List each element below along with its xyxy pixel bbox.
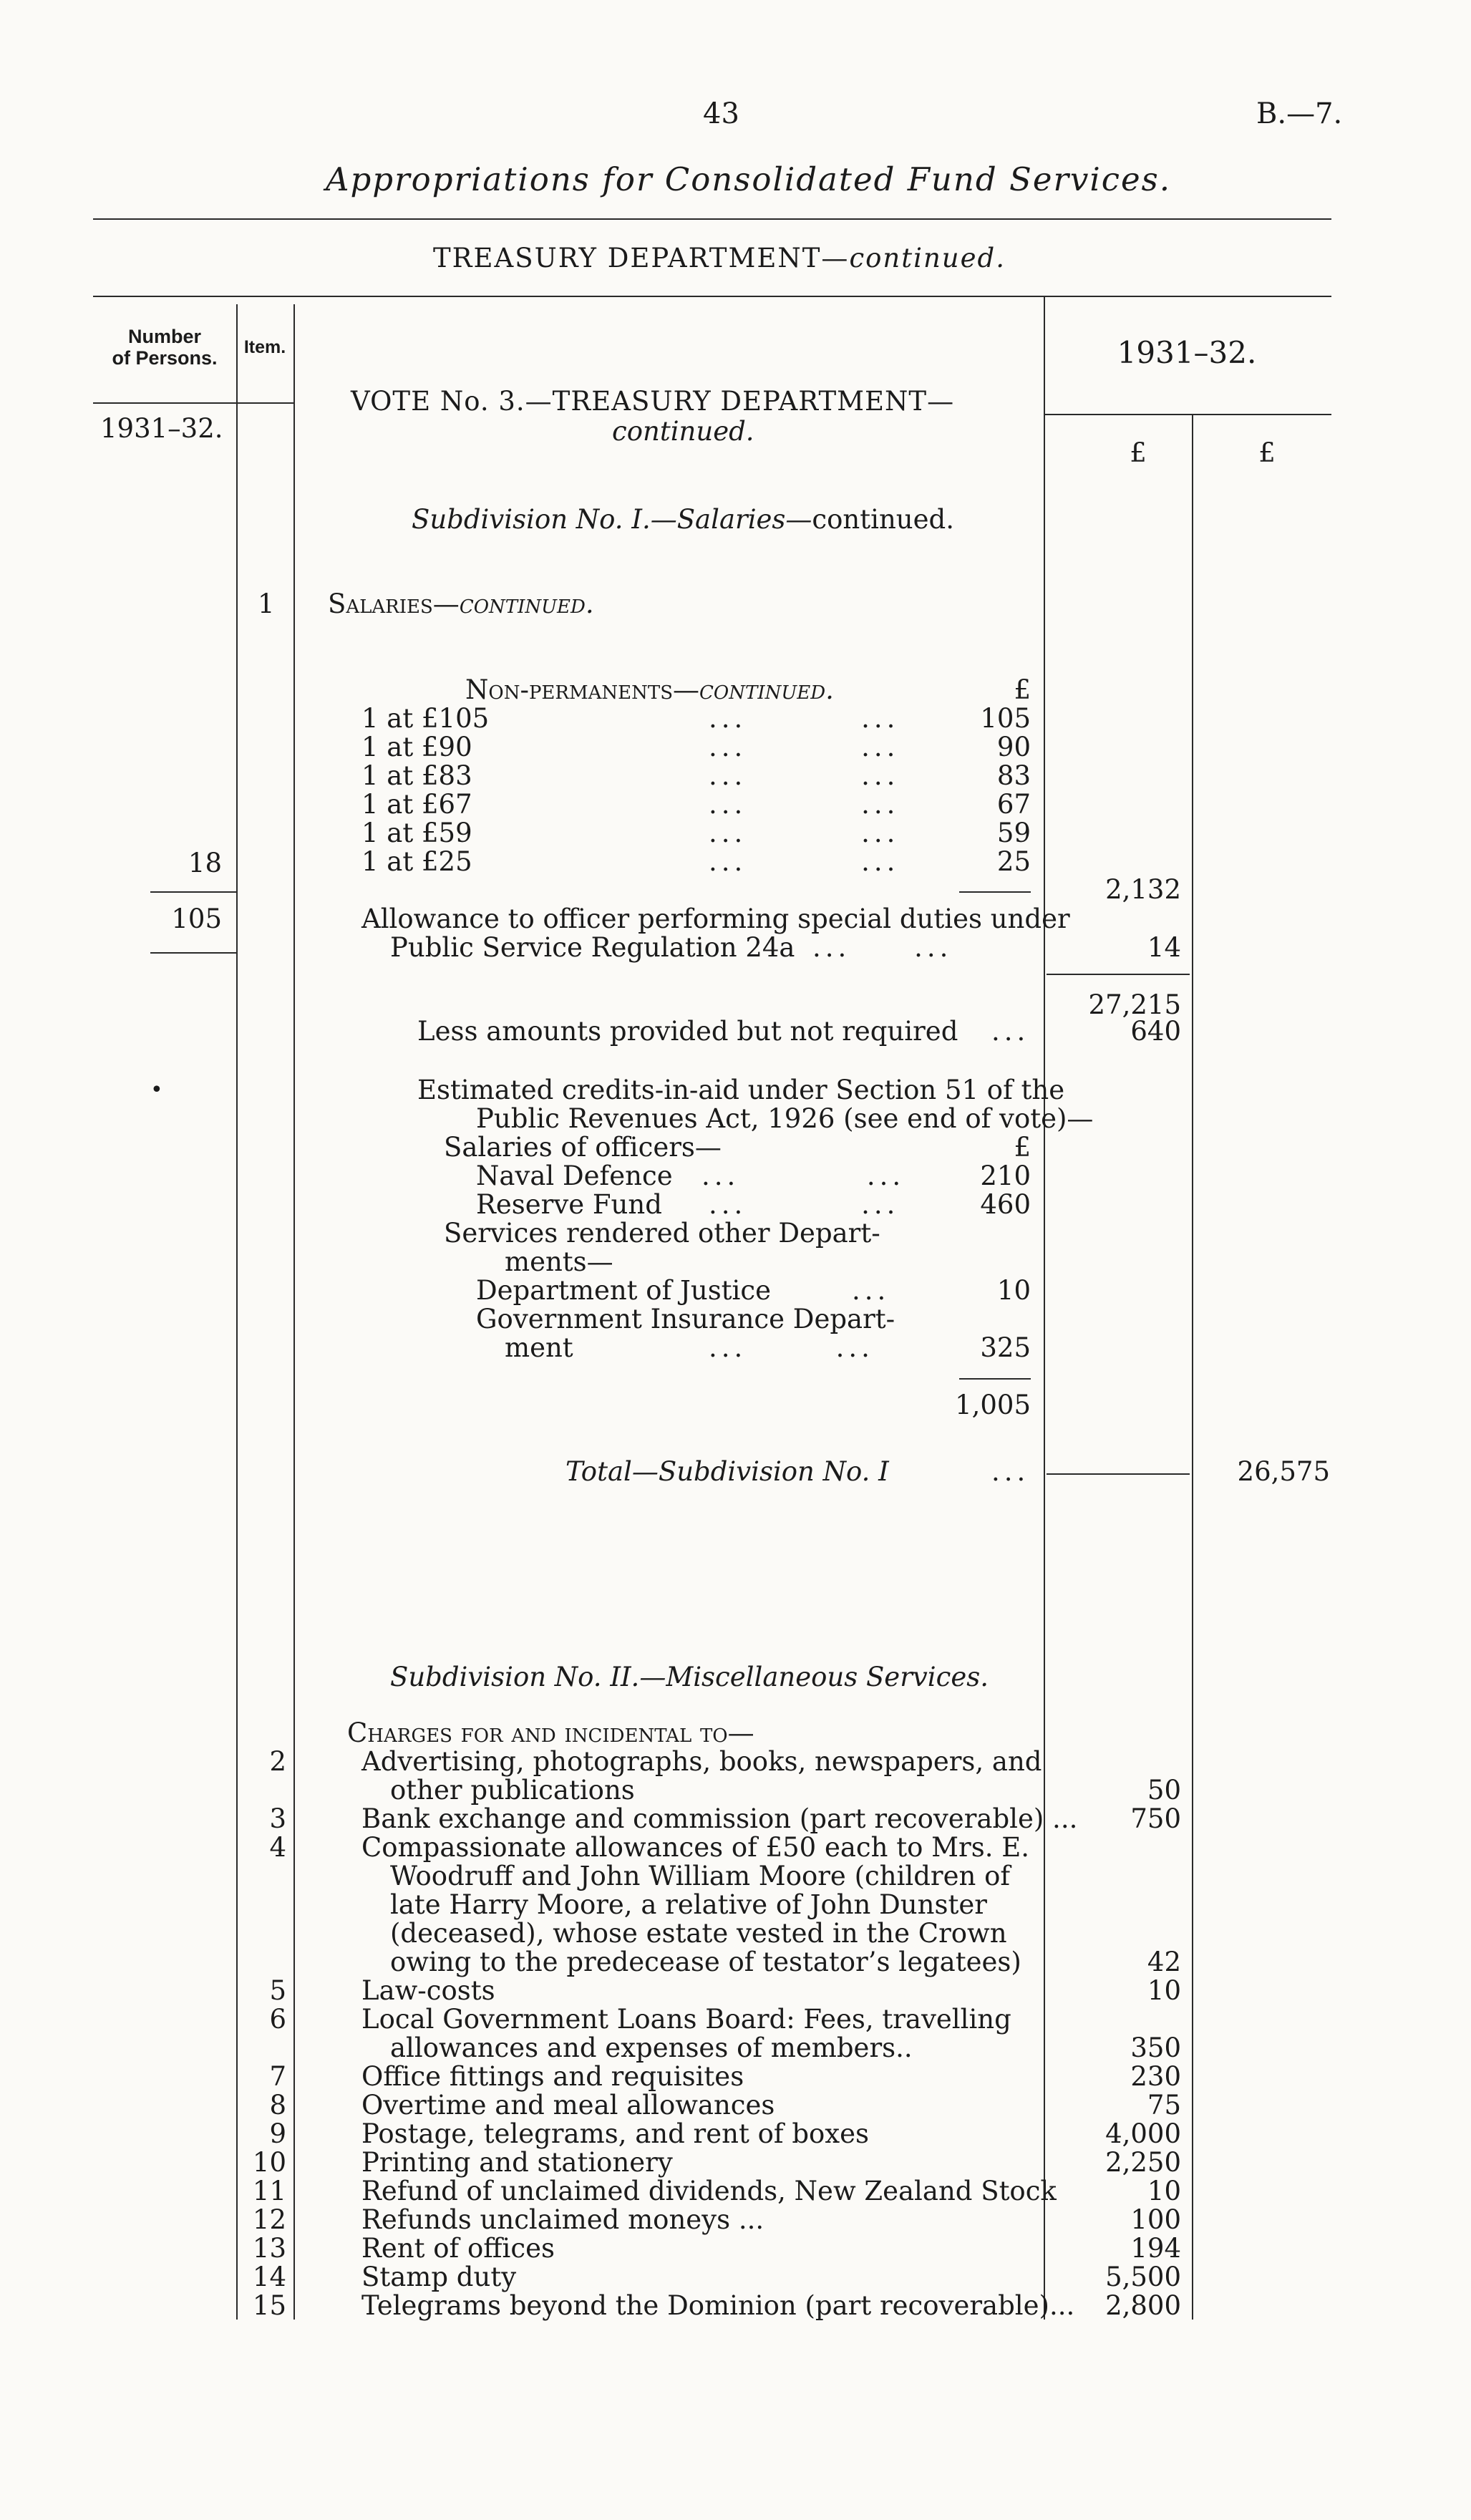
page-title: Appropriations for Consolidated Fund Services. bbox=[326, 160, 1172, 198]
justice-leader-dots: ... bbox=[852, 1275, 890, 1306]
rule-vertical-amount bbox=[1044, 297, 1045, 2320]
subdivision-one-total-label: Total—Subdivision No. I bbox=[565, 1456, 889, 1487]
department-heading: TREASURY DEPARTMENT—continued. bbox=[433, 243, 1006, 273]
item-number: 2 bbox=[269, 1746, 286, 1777]
insurance-value: 325 bbox=[980, 1332, 1031, 1363]
item-description: other publications bbox=[390, 1775, 635, 1806]
vote-continued: continued. bbox=[612, 416, 754, 447]
rule-vertical-subtotal bbox=[1192, 415, 1193, 2320]
item-description: allowances and expenses of members.. bbox=[390, 2032, 913, 2063]
leader-dots: ... ... bbox=[709, 846, 900, 877]
services-line-1: Services rendered other Depart- bbox=[444, 1218, 880, 1249]
rule-top bbox=[93, 218, 1331, 220]
item-description: Advertising, photographs, books, newspapers, and bbox=[361, 1746, 1042, 1777]
item-number: 4 bbox=[269, 1832, 286, 1863]
credits-line-1: Estimated credits-in-aid under Section 51 of the bbox=[417, 1075, 1065, 1105]
insurance-line-1: Government Insurance Depart- bbox=[476, 1304, 895, 1334]
nonpermanent-rate: 1 at £105 bbox=[361, 703, 490, 734]
item-description: Office fittings and requisites bbox=[361, 2061, 744, 2092]
leader-dots: ... ... bbox=[709, 703, 900, 734]
rule-department bbox=[93, 296, 1331, 297]
naval-defence-label: Naval Defence bbox=[476, 1160, 673, 1191]
item-number-1: 1 bbox=[258, 588, 275, 619]
item-description: Local Government Loans Board: Fees, travelling bbox=[361, 2004, 1011, 2035]
credits-line-2: Public Revenues Act, 1926 (see end of vote)— bbox=[476, 1103, 1094, 1134]
officers-pound: £ bbox=[1014, 1132, 1031, 1163]
item-description: Overtime and meal allowances bbox=[361, 2090, 775, 2121]
item-description: Woodruff and John William Moore (children of bbox=[390, 1861, 1011, 1891]
nonpermanents-pound: £ bbox=[1014, 674, 1031, 705]
item-number: 5 bbox=[269, 1975, 286, 2006]
less-leader-dots: ... bbox=[991, 1016, 1030, 1047]
page-reference: B.—7. bbox=[1256, 97, 1343, 130]
item-number: 11 bbox=[252, 2176, 286, 2206]
item-amount: 5,500 bbox=[1105, 2262, 1181, 2292]
insurance-line-2: ment bbox=[505, 1332, 573, 1363]
nonpermanents-label: Non-permanents—continued. bbox=[465, 674, 834, 705]
item-description: Telegrams beyond the Dominion (part recoverable)... bbox=[361, 2290, 1075, 2321]
item-description: Compassionate allowances of £50 each to Mrs. E. bbox=[361, 1832, 1029, 1863]
pound-column-b: £ bbox=[1258, 437, 1276, 468]
item-number: 12 bbox=[252, 2204, 286, 2235]
charges-label: Charges for and incidental to— bbox=[347, 1717, 754, 1748]
persons-total: 105 bbox=[171, 903, 222, 934]
rule-persons-subtotal bbox=[150, 891, 236, 893]
rule-vertical-persons bbox=[236, 304, 238, 2320]
item-number: 3 bbox=[269, 1803, 286, 1834]
item-amount: 4,000 bbox=[1105, 2118, 1181, 2149]
nonpermanents-total: 2,132 bbox=[1105, 874, 1181, 905]
item-description: owing to the predecease of testator’s legatees) bbox=[390, 1947, 1021, 1977]
bullet-mark: • bbox=[150, 1077, 163, 1102]
nonpermanent-value: 67 bbox=[996, 789, 1031, 820]
item-header: Item. bbox=[243, 337, 286, 357]
item-description: Bank exchange and commission (part recoverable) ... bbox=[361, 1803, 1078, 1834]
item-amount: 42 bbox=[1147, 1947, 1181, 1977]
nonpermanent-value: 105 bbox=[980, 703, 1031, 734]
item-amount: 50 bbox=[1147, 1775, 1181, 1806]
rule-nonperm-subtotal bbox=[959, 891, 1031, 893]
item-amount: 10 bbox=[1147, 2176, 1181, 2206]
total-leader-dots: ... bbox=[991, 1456, 1030, 1487]
item-description: late Harry Moore, a relative of John Dunster bbox=[390, 1889, 987, 1920]
item-description: Stamp duty bbox=[361, 2262, 517, 2292]
year-left: 1931–32. bbox=[100, 413, 223, 444]
item-number: 6 bbox=[269, 2004, 286, 2035]
allowance-line-1: Allowance to officer performing special duties under bbox=[361, 903, 1070, 934]
less-label: Less amounts provided but not required bbox=[417, 1016, 958, 1047]
leader-dots: ... ... bbox=[709, 760, 900, 791]
item-number: 15 bbox=[252, 2290, 286, 2321]
item-number: 14 bbox=[252, 2262, 286, 2292]
subdivision-two-heading: Subdivision No. II.—Miscellaneous Services. bbox=[390, 1662, 989, 1692]
item-description: (deceased), whose estate vested in the Crown bbox=[390, 1918, 1007, 1949]
page-number: 43 bbox=[703, 97, 739, 130]
rule-salaries-total bbox=[1047, 974, 1190, 975]
reserve-fund-value: 460 bbox=[980, 1189, 1031, 1220]
nonpermanent-rate: 1 at £83 bbox=[361, 760, 472, 791]
rule-subdivision-total bbox=[1047, 1473, 1190, 1475]
pound-column-a: £ bbox=[1130, 437, 1147, 468]
nonpermanent-rate: 1 at £67 bbox=[361, 789, 472, 820]
item-amount: 100 bbox=[1130, 2204, 1181, 2235]
item-amount: 350 bbox=[1130, 2032, 1181, 2063]
item-amount: 230 bbox=[1130, 2061, 1181, 2092]
rule-credits-total bbox=[959, 1378, 1031, 1380]
nonpermanent-rate: 1 at £59 bbox=[361, 818, 472, 848]
insurance-leader-dots: ... ... bbox=[709, 1332, 874, 1363]
rule-vertical-item bbox=[293, 304, 295, 2320]
nonpermanent-rate: 1 at £25 bbox=[361, 846, 472, 877]
salaries-label: Salaries—continued. bbox=[328, 588, 594, 619]
item-amount: 75 bbox=[1147, 2090, 1181, 2121]
leader-dots: ... ... bbox=[709, 818, 900, 848]
item-description: Rent of offices bbox=[361, 2233, 555, 2264]
subdivision-one-total: 26,575 bbox=[1237, 1456, 1330, 1487]
vote-title: VOTE No. 3.—TREASURY DEPARTMENT— bbox=[351, 386, 955, 417]
reserve-fund-label: Reserve Fund bbox=[476, 1189, 662, 1220]
rule-money-header bbox=[1044, 414, 1331, 415]
salaries-total: 27,215 bbox=[1088, 989, 1181, 1020]
item-description: Law-costs bbox=[361, 1975, 495, 2006]
item-amount: 194 bbox=[1130, 2233, 1181, 2264]
nonpermanent-rate: 1 at £90 bbox=[361, 732, 472, 762]
item-amount: 10 bbox=[1147, 1975, 1181, 2006]
justice-value: 10 bbox=[996, 1275, 1031, 1306]
allowance-leader-dots: ... ... bbox=[812, 932, 953, 963]
year-right: 1931–32. bbox=[1117, 335, 1257, 370]
item-description: Postage, telegrams, and rent of boxes bbox=[361, 2118, 870, 2149]
officers-label: Salaries of officers— bbox=[444, 1132, 722, 1163]
rule-persons-total bbox=[150, 952, 236, 954]
item-number: 13 bbox=[252, 2233, 286, 2264]
leader-dots: ... ... bbox=[709, 732, 900, 762]
item-number: 9 bbox=[269, 2118, 286, 2149]
item-amount: 2,250 bbox=[1105, 2147, 1181, 2178]
naval-defence-value: 210 bbox=[980, 1160, 1031, 1191]
justice-label: Department of Justice bbox=[476, 1275, 772, 1306]
item-amount: 2,800 bbox=[1105, 2290, 1181, 2321]
rule-persons-header bbox=[93, 402, 236, 404]
naval-leader-dots: ... ... bbox=[701, 1160, 906, 1191]
nonpermanent-value: 25 bbox=[996, 846, 1031, 877]
item-description: Printing and stationery bbox=[361, 2147, 673, 2178]
credits-total: 1,005 bbox=[955, 1390, 1031, 1420]
less-value: 640 bbox=[1130, 1016, 1181, 1047]
item-description: Refunds unclaimed moneys ... bbox=[361, 2204, 764, 2235]
services-line-2: ments— bbox=[505, 1246, 613, 1277]
item-number: 10 bbox=[252, 2147, 286, 2178]
persons-subtotal: 18 bbox=[188, 848, 222, 878]
allowance-value: 14 bbox=[1147, 932, 1181, 963]
item-number: 8 bbox=[269, 2090, 286, 2121]
leader-dots: ... ... bbox=[709, 789, 900, 820]
item-amount: 750 bbox=[1130, 1803, 1181, 1834]
nonpermanent-value: 83 bbox=[996, 760, 1031, 791]
item-number: 7 bbox=[269, 2061, 286, 2092]
reserve-leader-dots: ... ... bbox=[709, 1189, 900, 1220]
nonpermanent-value: 59 bbox=[996, 818, 1031, 848]
nonpermanent-value: 90 bbox=[996, 732, 1031, 762]
allowance-line-2: Public Service Regulation 24a bbox=[390, 932, 795, 963]
item-description: Refund of unclaimed dividends, New Zealand Stock bbox=[361, 2176, 1057, 2206]
subdivision-one-heading: Subdivision No. I.—Salaries—continued. bbox=[412, 504, 954, 535]
rule-item-header bbox=[236, 402, 293, 404]
persons-header: Number of Persons. bbox=[112, 326, 218, 369]
